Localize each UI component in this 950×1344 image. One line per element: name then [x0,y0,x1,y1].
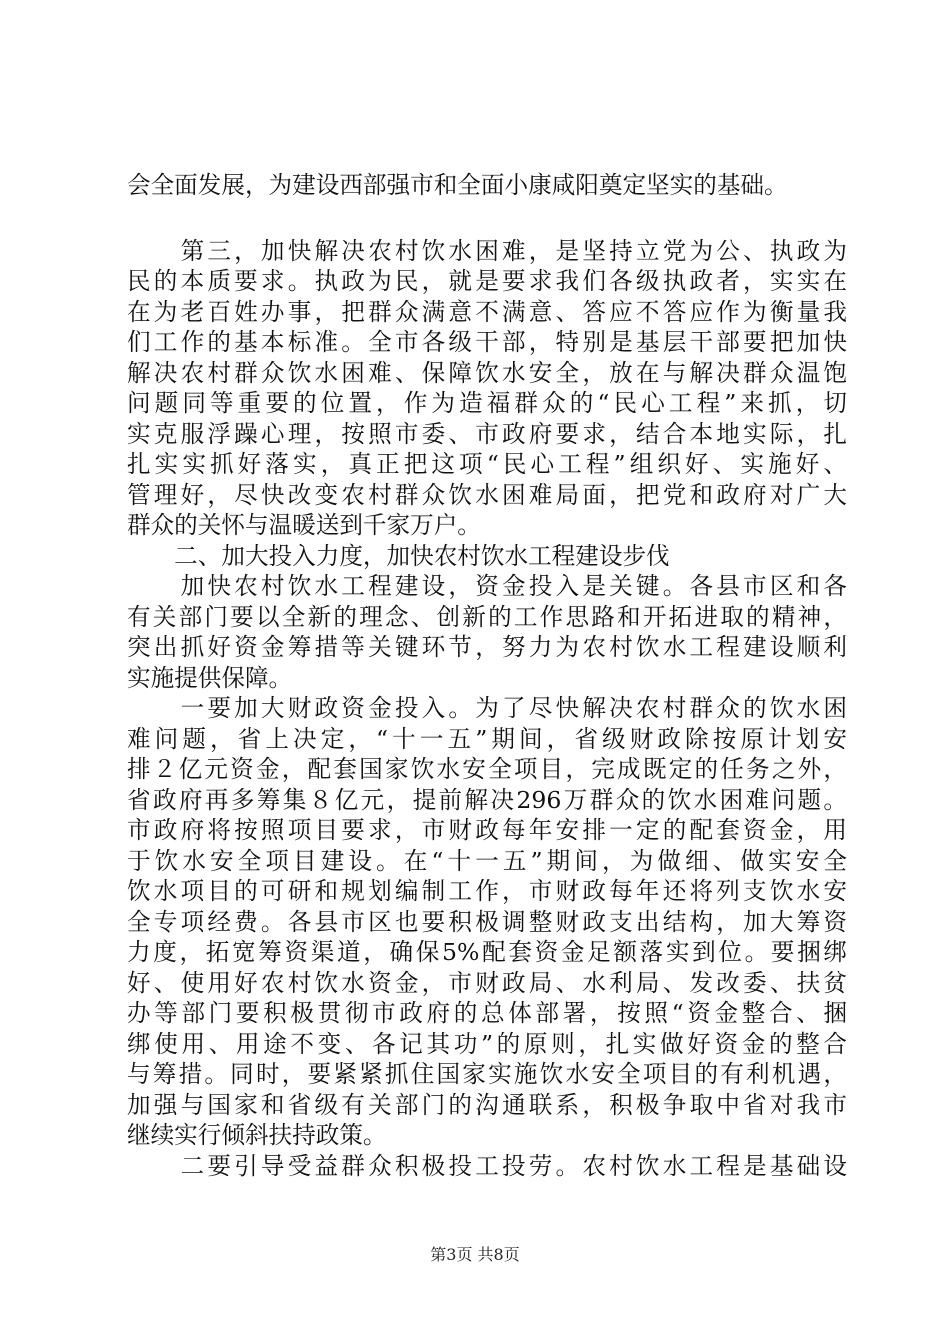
text-line: 民的本质要求。执政为民，就是要求我们各级执政者，实实在 [127,267,847,295]
text-line: 解决农村群众饮水困难、保障饮水安全，放在与解决群众温饱 [127,358,847,387]
text-line: 会全面发展，为建设西部强市和全面小康咸阳奠定坚实的基础。 [127,171,788,199]
text-line: 实克服浮躁心理，按照市委、市政府要求，结合本地实际，扎 [127,419,847,448]
text-line: 饮水项目的可研和规划编制工作，市财政每年还将列支饮水安 [127,877,847,905]
text-line: 绑使用、用途不变、各记其功”的原则，扎实做好资金的整合 [127,1029,847,1058]
text-line: 继续实行倾斜扶持政策。 [127,1121,387,1149]
text-line: 管理好，尽快改变农村群众饮水困难局面，把党和政府对广大 [127,480,847,509]
text-line: 省政府再多筹集８亿元，提前解决296万群众的饮水困难问题。 [127,785,847,814]
text-line: 力度，拓宽筹资渠道，确保5%配套资金足额落实到位。要捆绑 [127,938,847,966]
text-line: 市政府将按照项目要求，市财政每年安排一定的配套资金，用 [127,816,847,844]
text-line: 加快农村饮水工程建设，资金投入是关键。各县市区和各 [127,572,847,600]
text-line: 排２亿元资金，配套国家饮水安全项目，完成既定的任务之外， [127,755,847,783]
document-body [127,170,847,1181]
text-line: 问题同等重要的位置，作为造福群众的“民心工程”来抓，切 [127,389,847,417]
text-line: 们工作的基本标准。全市各级干部，特别是基层干部要把加快 [127,328,847,356]
text-line: 好、使用好农村饮水资金，市财政局、水利局、发改委、扶贫 [127,968,847,997]
text-line: 扎实实抓好落实，真正把这项“民心工程”组织好、实施好、 [127,450,847,478]
text-line: 一要加大财政资金投入。为了尽快解决农村群众的饮水困 [127,694,847,722]
text-line: 有关部门要以全新的理念、创新的工作思路和开拓进取的精神， [127,602,847,631]
text-line: 在为老百姓办事，把群众满意不满意、答应不答应作为衡量我 [127,297,847,326]
text-line: 突出抓好资金筹措等关键环节，努力为农村饮水工程建设顺利 [127,633,847,661]
text-line: 全专项经费。各县市区也要积极调整财政支出结构，加大筹资 [127,907,847,936]
text-line: 群众的关怀与温暖送到千家万户。 [127,511,481,539]
text-line: 二要引导受益群众积极投工投劳。农村饮水工程是基础设 [127,1151,847,1180]
text-line: 加强与国家和省级有关部门的沟通联系，积极争取中省对我市 [127,1090,847,1119]
text-line: 实施提供保障。 [127,663,293,692]
section-heading: 二、加大投入力度，加快农村饮水工程建设步伐 [127,541,670,570]
text-line: 与筹措。同时，要紧紧抓住国家实施饮水安全项目的有利机遇， [127,1060,847,1088]
text-line: 办等部门要积极贯彻市政府的总体部署，按照“资金整合、捆 [127,999,847,1027]
text-line: 于饮水安全项目建设。在“十一五”期间，为做细、做实安全 [127,846,847,875]
paragraph-gap [127,201,847,236]
text-line: 难问题，省上决定，“十一五”期间，省级财政除按原计划安 [127,724,847,753]
text-line: 第三，加快解决农村饮水困难，是坚持立党为公、执政为 [127,236,847,265]
page-number: 第3页 共8页 [430,1245,520,1264]
